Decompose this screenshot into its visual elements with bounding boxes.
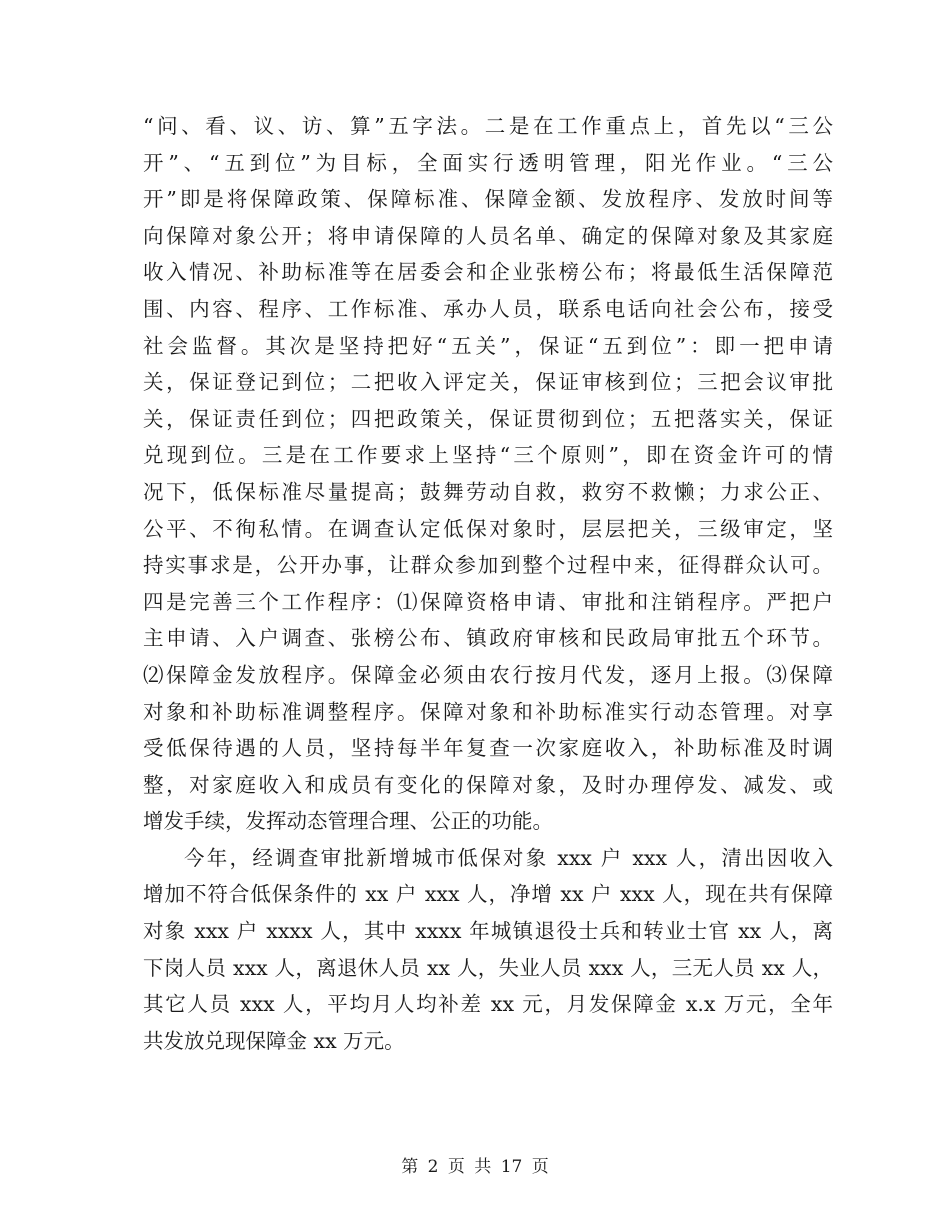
text-line: 对象 xxx 户 xxxx 人，其中 xxxx 年城镇退役士兵和转业士官 xx 人，离 xyxy=(143,919,833,944)
text-line: 下岗人员 xxx 人，离退休人员 xx 人，失业人员 xxx 人，三无人员 xx 人， xyxy=(143,955,833,980)
text-line: 围、内容、程序、工作标准、承办人员，联系电话向社会公布，接受 xyxy=(143,296,833,321)
text-line: 增加不符合低保条件的 xx 户 xxx 人，净增 xx 户 xxx 人，现在共有保障 xyxy=(143,882,833,907)
text-line: 主申请、入户调查、张榜公布、镇政府审核和民政局审批五个环节。 xyxy=(143,626,833,651)
text-line: “问、看、议、访、算”五字法。二是在工作重点上，首先以“三公 xyxy=(143,114,833,138)
text-line: 社会监督。其次是坚持把好“五关”，保证“五到位”：即一把申请 xyxy=(143,333,833,358)
text-line: ⑵保障金发放程序。保障金必须由农行按月代发，逐月上报。⑶保障 xyxy=(143,662,833,687)
text-line: 受低保待遇的人员，坚持每半年复查一次家庭收入，补助标准及时调 xyxy=(143,736,833,761)
paragraph-start-line: 今年，经调查审批新增城市低保对象 xxx 户 xxx 人，清出因收入 xyxy=(184,845,833,870)
text-line: 收入情况、补助标准等在居委会和企业张榜公布；将最低生活保障范 xyxy=(143,260,833,285)
text-line: 整，对家庭收入和成员有变化的保障对象，及时办理停发、减发、或 xyxy=(143,772,833,797)
text-line: 开”即是将保障政策、保障标准、保障金额、发放程序、发放时间等 xyxy=(143,187,833,212)
text-line: 对象和补助标准调整程序。保障对象和补助标准实行动态管理。对享 xyxy=(143,699,833,724)
page-number-footer: 第 2 页 共 17 页 xyxy=(401,1157,549,1177)
text-line: 共发放兑现保障金 xx 万元。 xyxy=(143,1028,405,1053)
text-line: 兑现到位。三是在工作要求上坚持“三个原则”，即在资金许可的情 xyxy=(143,443,833,468)
text-line: 其它人员 xxx 人，平均月人均补差 xx 元，月发保障金 x.x 万元，全年 xyxy=(143,992,833,1017)
text-line: 开”、“五到位”为目标，全面实行透明管理，阳光作业。“三公 xyxy=(143,150,833,175)
text-line: 四是完善三个工作程序：⑴保障资格申请、审批和注销程序。严把户 xyxy=(143,589,833,614)
text-line: 公平、不徇私情。在调查认定低保对象时，层层把关，三级审定，坚 xyxy=(143,516,833,541)
text-line: 持实事求是，公开办事，让群众参加到整个过程中来，征得群众认可。 xyxy=(143,553,833,578)
text-line: 增发手续，发挥动态管理合理、公正的功能。 xyxy=(143,809,553,834)
text-line: 关，保证登记到位；二把收入评定关，保证审核到位；三把会议审批 xyxy=(143,370,833,395)
body-text xyxy=(143,108,833,1059)
text-line: 关，保证责任到位；四把政策关，保证贯彻到位；五把落实关，保证 xyxy=(143,406,833,431)
text-line: 向保障对象公开；将申请保障的人员名单、确定的保障对象及其家庭 xyxy=(143,223,833,248)
text-line: 况下，低保标准尽量提高；鼓舞劳动自救，救穷不救懒；力求公正、 xyxy=(143,479,833,504)
